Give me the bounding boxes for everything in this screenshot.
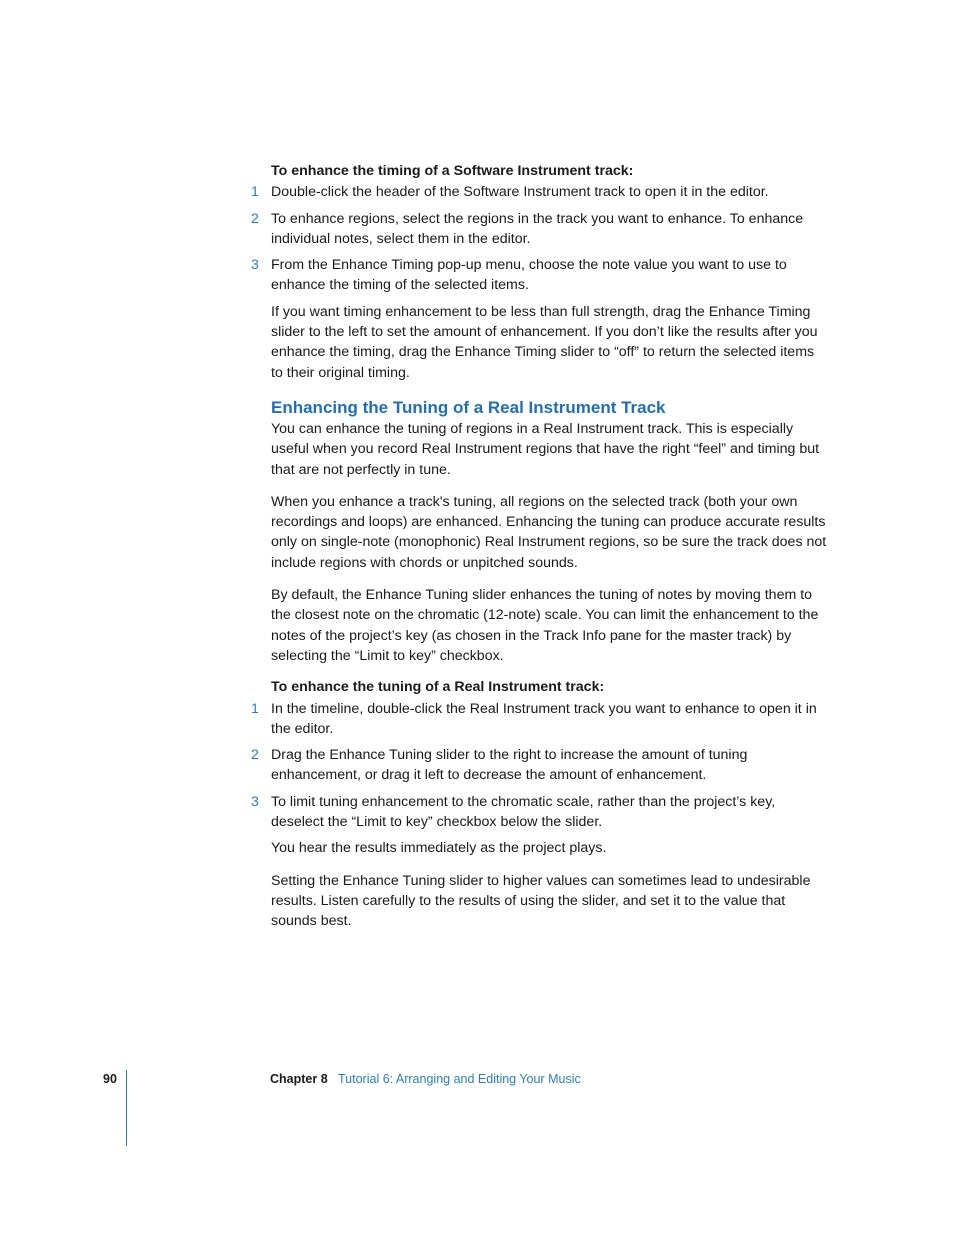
footer-rule bbox=[126, 1070, 127, 1146]
step-number: 2 bbox=[251, 210, 259, 227]
step-number: 1 bbox=[251, 184, 259, 201]
step-item bbox=[251, 255, 827, 296]
step-item bbox=[251, 745, 827, 786]
step-item bbox=[251, 699, 827, 740]
footer-chapter: Chapter 8 bbox=[270, 1072, 328, 1086]
step-note: Setting the Enhance Tuning slider to higher values can sometimes lead to undesirable results. Listen carefully to the results of using the slider, and set it to the value that sounds best. bbox=[271, 872, 811, 930]
step-number: 3 bbox=[251, 257, 259, 274]
step-number: 3 bbox=[251, 793, 259, 810]
section-title: Enhancing the Tuning of a Real Instrument Track bbox=[271, 397, 666, 417]
page-content bbox=[251, 161, 827, 932]
body-paragraph: You can enhance the tuning of regions in a Real Instrument track. This is especially useful when you record Real Instrument regions that have the right “feel” and timing but that are not perfectly in tune. bbox=[271, 420, 820, 478]
step-item bbox=[251, 209, 827, 250]
body-paragraph: When you enhance a track's tuning, all regions on the selected track (both your own recordings and loops) are enhanced. Enhancing the tuning can produce accurate results only on single-note (monophonic) Real Instrument regions, so be sure the track does not include regions with chords or unpitched sounds. bbox=[271, 493, 827, 571]
step-text: Drag the Enhance Tuning slider to the right to increase the amount of tuning enhancement, or drag it left to decrease the amount of enhancement. bbox=[271, 747, 748, 784]
page-number: 90 bbox=[103, 1072, 117, 1086]
step-item bbox=[251, 792, 827, 833]
step-number: 2 bbox=[251, 747, 259, 764]
task-heading-tuning: To enhance the tuning of a Real Instrument track: bbox=[271, 679, 605, 696]
footer-chapter-title: Tutorial 6: Arranging and Editing Your Music bbox=[338, 1072, 581, 1086]
step-text: From the Enhance Timing pop-up menu, choose the note value you want to use to enhance the timing of the selected items. bbox=[271, 257, 787, 294]
step-note: If you want timing enhancement to be less than full strength, drag the Enhance Timing slider to the left to set the amount of enhancement. If you don’t like the results after you enhance the timing, drag the Enhance Timing slider to “off” to return the selected items to their original timing. bbox=[271, 303, 818, 381]
step-number: 1 bbox=[251, 700, 259, 717]
step-item bbox=[251, 182, 827, 202]
step-text: To limit tuning enhancement to the chromatic scale, rather than the project’s key, deselect the “Limit to key” checkbox below the slider. bbox=[271, 793, 776, 831]
task-heading-timing: To enhance the timing of a Software Instrument track: bbox=[271, 163, 634, 179]
step-text: To enhance regions, select the regions in the track you want to enhance. To enhance individual notes, select them in the editor. bbox=[271, 210, 804, 247]
step-text: In the timeline, double-click the Real Instrument track you want to enhance to open it in the editor. bbox=[271, 700, 817, 737]
body-paragraph: By default, the Enhance Tuning slider enhances the tuning of notes by moving them to the closest note on the chromatic (12-note) scale. You can limit the enhancement to the notes of the project’s key (as chosen in the Track Info pane for the master track) by selecting the “Limit to key” checkbox. bbox=[271, 587, 819, 664]
step-note: You hear the results immediately as the project plays. bbox=[271, 840, 607, 857]
step-text: Double-click the header of the Software Instrument track to open it in the editor. bbox=[271, 184, 769, 201]
